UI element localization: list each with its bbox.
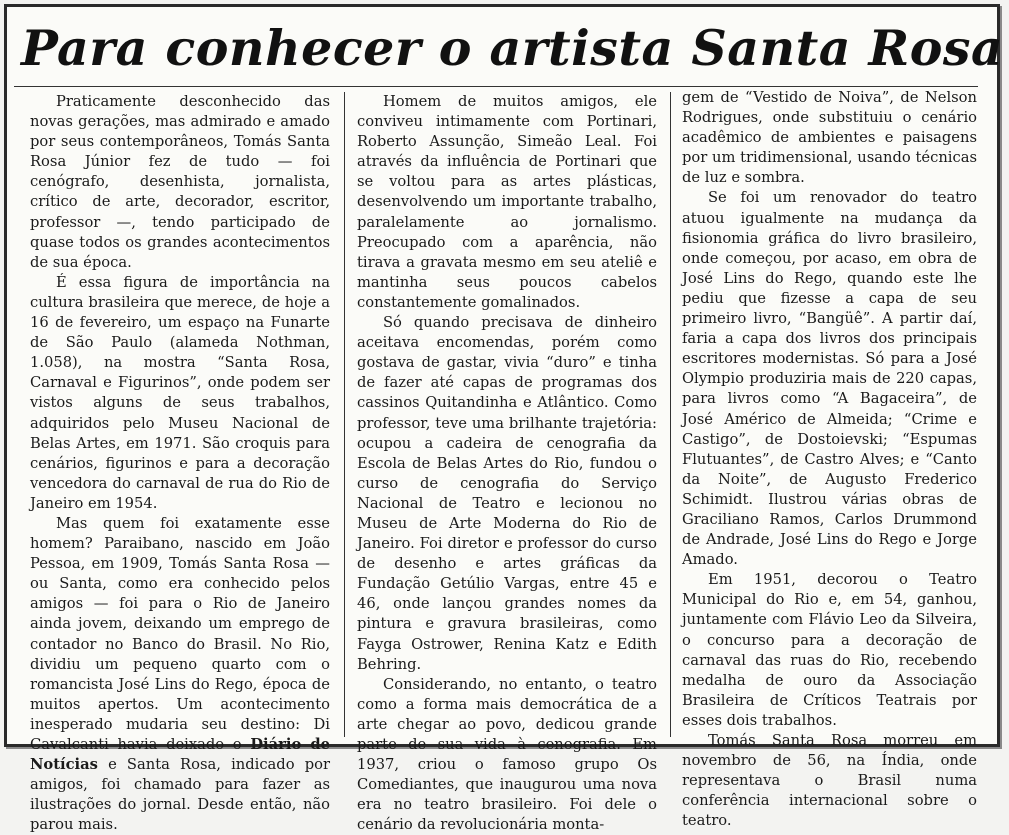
paragraph-text: Praticamente desconhecido das novas gerações, mas admirado e amado por seus contemporâneos, Tomás Santa Rosa Júnior fez de tudo — foi cenógrafo, desenhista, jornalista, crítico de arte, decorador, escritor, professor —, tendo participado de quase todos os grandes acontecimentos de sua época. bbox=[30, 93, 330, 271]
paragraph bbox=[682, 570, 977, 731]
paragraph bbox=[357, 92, 657, 313]
paragraph-text: Tomás Santa Rosa morreu em novembro de 56, na Índia, onde representava o Brasil numa conferência internacional sobre o teatro. bbox=[682, 732, 977, 830]
paragraph bbox=[30, 92, 330, 273]
paragraph-text: gem de “Vestido de Noiva”, de Nelson Rodrigues, onde substituiu o cenário acadêmico de ambientes e paisagens por um tridimensional, usando técnicas de luz e sombra. bbox=[682, 89, 977, 187]
paragraph bbox=[30, 273, 330, 514]
paragraph-text: Considerando, no entanto, o teatro como a forma mais democrática de a arte chegar ao povo, dedicou grande parte de sua vida à cenografia. Em 1937, criou o famoso grupo Os Comediantes, que inaugurou uma nova era no teatro brasileiro. Foi dele o cenário da revolucionária monta- bbox=[357, 675, 657, 834]
column-divider-1 bbox=[344, 92, 345, 737]
paragraph-text: Se foi um renovador do teatro atuou igualmente na mudança da fisionomia gráfica do livro brasileiro, onde começou, por acaso, em obra de José Lins do Rego, quando este lhe pediu que fizesse a capa de seu primeiro livro, “Bangüê”. A partir daí, faria a capa dos livros dos principais escritores modernistas. Só para a José Olympio produziria mais de 220 capas, para livros como “A Bagaceira”, de José Américo de Almeida; “Crime e Castigo”, de Dostoievski; “Espumas Flutuantes”, de Castro Alves; e “Canto da Noite”, de Augusto Frederico Schimidt. Ilustrou várias obras de Graciliano Ramos, Carlos Drummond de Andrade, José Lins do Rego e Jorge Amado. bbox=[682, 189, 977, 569]
paragraph bbox=[682, 731, 977, 831]
paragraph bbox=[357, 313, 657, 675]
paragraph-text: Em 1951, decorou o Teatro Municipal do Rio e, em 54, ganhou, juntamente com Flávio Leo da Silveira, o concurso para a decoração de carnaval das ruas do Rio, recebendo medalha de ouro da Associação Brasileira de Críticos Teatrais por esses dois trabalhos. bbox=[682, 571, 977, 729]
article-column-2 bbox=[357, 92, 657, 834]
article-column-1 bbox=[30, 92, 330, 834]
paragraph bbox=[357, 675, 657, 835]
paragraph bbox=[30, 514, 330, 835]
paragraph-text: e Santa Rosa, indicado por amigos, foi chamado para fazer as ilustrações do jornal. Desde então, não parou mais. bbox=[30, 756, 330, 834]
headline-rule bbox=[14, 86, 978, 87]
column-divider-2 bbox=[670, 92, 671, 737]
paragraph-text: É essa figura de importância na cultura brasileira que merece, de hoje a 16 de fevereiro, um espaço na Funarte de São Paulo (alameda Nothman, 1.058), na mostra “Santa Rosa, Carnaval e Figurinos”, onde podem ser vistos alguns de seus trabalhos, adquiridos pelo Museu Nacional de Belas Artes, em 1971. São croquis para cenários, figurinos e para a decoração vencedora do carnaval de rua do Rio de Janeiro em 1954. bbox=[30, 273, 330, 512]
paragraph-text: Só quando precisava de dinheiro aceitava encomendas, porém como gostava de gastar, vivia “duro” e tinha de fazer até capas de programas dos cassinos Quitandinha e Atlântico. Como professor, teve uma brilhante trajetória: ocupou a cadeira de cenografia da Escola de Belas Artes do Rio, fundou o curso de cenografia do Serviço Nacional de Teatro e lecionou no Museu de Arte Moderna do Rio de Janeiro. Foi diretor e professor do curso de desenho e artes gráficas da Fundação Getúlio Vargas, entre 45 e 46, onde lançou grandes nomes da pintura e gravura brasileiras, como Fayga Ostrower, Renina Katz e Edith Behring. bbox=[357, 314, 657, 673]
paragraph-text: Mas quem foi exatamente esse homem? Paraibano, nascido em João Pessoa, em 1909, Tomás Santa Rosa — ou Santa, como era conhecido pelos amigos — foi para o Rio de Janeiro ainda jovem, deixando um emprego de contador no Banco do Brasil. No Rio, dividiu um pequeno quarto com o romancista José Lins do Rego, época de muitos apertos. Um acontecimento inesperado mudaria seu destino: Di Cavalcanti havia deixado o bbox=[30, 514, 330, 753]
headline: Para conhecer o artista Santa Rosa bbox=[21, 19, 1004, 77]
paragraph bbox=[682, 88, 977, 188]
article-column-3 bbox=[682, 88, 977, 830]
paragraph bbox=[682, 188, 977, 570]
newspaper-name: Diário de Notícias bbox=[30, 736, 330, 774]
paragraph-text: Homem de muitos amigos, ele conviveu intimamente com Portinari, Roberto Assunção, Simeão Leal. Foi através da influência de Portinari que se voltou para as artes plásticas, desenvolvendo um importante trabalho, paralelamente ao jornalismo. Preocupado com a aparência, não tirava a gravata mesmo em seu ateliê e mantinha seus poucos cabelos constantemente gomalinados. bbox=[357, 93, 657, 311]
